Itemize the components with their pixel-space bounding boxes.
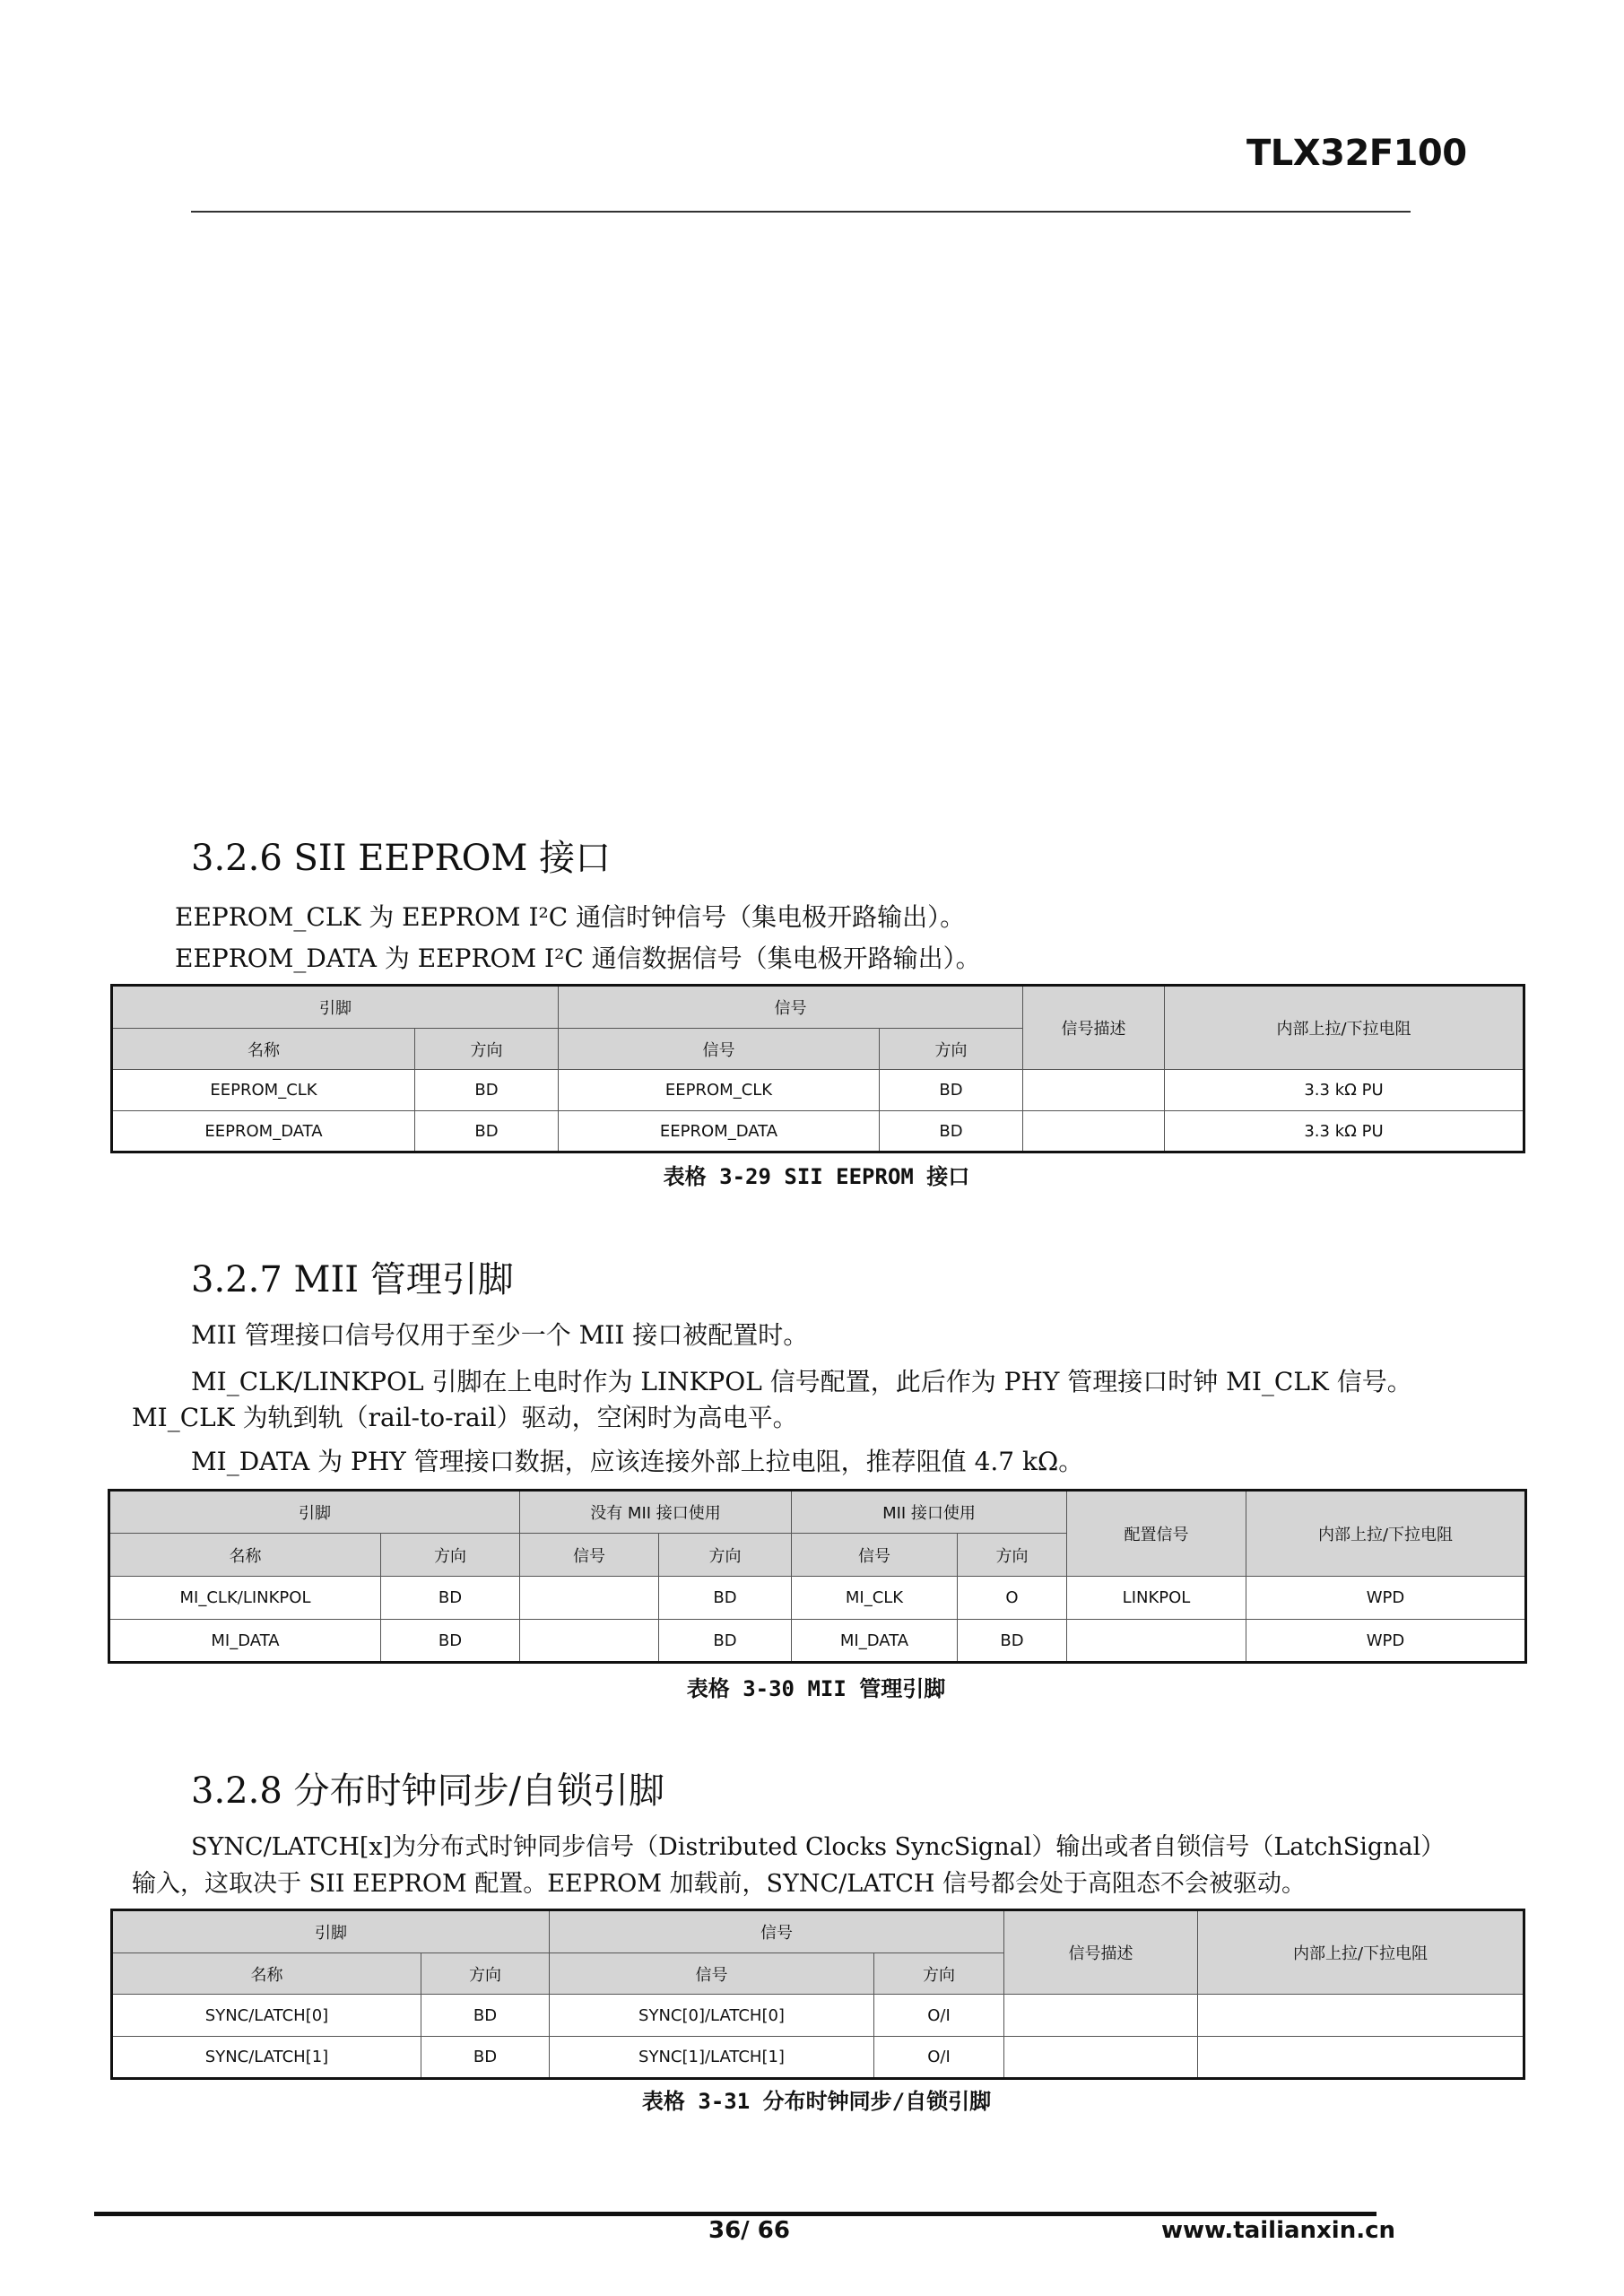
header-pull: 内部上拉/下拉电阻 xyxy=(1165,986,1524,1070)
header-mii: MII 接口使用 xyxy=(792,1491,1067,1534)
cell-pull xyxy=(1198,1995,1524,2037)
section-title-326: 3.2.6 SII EEPROM 接口 xyxy=(191,838,612,879)
cell-sigdir: BD xyxy=(880,1070,1023,1111)
cell-name: SYNC/LATCH[0] xyxy=(112,1995,421,2037)
cell-dir: BD xyxy=(421,1995,550,2037)
table-row xyxy=(112,2037,1524,2079)
cell-signal: EEPROM_DATA xyxy=(559,1111,880,1152)
cell-sigdir: O/I xyxy=(874,1995,1004,2037)
caption-3-30: 表格 3-30 MII 管理引脚 xyxy=(686,1676,946,1701)
cell-dir: BD xyxy=(381,1577,520,1620)
cell-dir1: BD xyxy=(659,1577,792,1620)
page-number: 36/ 66 xyxy=(708,2217,790,2244)
mi-data-line: MI_DATA 为 PHY 管理接口数据，应该连接外部上拉电阻，推荐阻值 4.7 kΩ。 xyxy=(191,1447,1084,1476)
cell-pull: WPD xyxy=(1246,1620,1526,1663)
eeprom-table xyxy=(110,984,1525,1153)
cell-sig1 xyxy=(520,1577,659,1620)
cell-desc xyxy=(1023,1070,1165,1111)
cell-dir: BD xyxy=(381,1620,520,1663)
header-pull: 内部上拉/下拉电阻 xyxy=(1198,1910,1524,1995)
mi-clk-line: MI_CLK/LINKPOL 引脚在上电时作为 LINKPOL 信号配置，此后作为 PHY 管理接口时钟 MI_CLK 信号。 xyxy=(191,1367,1412,1396)
cell-dir1: BD xyxy=(659,1620,792,1663)
caption-3-31: 表格 3-31 分布时钟同步/自锁引脚 xyxy=(641,2089,992,2114)
header-name: 名称 xyxy=(109,1534,381,1577)
cell-dir2: O xyxy=(958,1577,1067,1620)
cell-sigdir: BD xyxy=(880,1111,1023,1152)
header-sig: 信号 xyxy=(550,1953,874,1995)
header-sig1: 信号 xyxy=(520,1534,659,1577)
cell-pull: 3.3 kΩ PU xyxy=(1165,1111,1524,1152)
caption-3-29: 表格 3-29 SII EEPROM 接口 xyxy=(663,1164,970,1189)
brand-logo: TLX32F100 xyxy=(1246,133,1467,174)
header-no-mii: 没有 MII 接口使用 xyxy=(520,1491,792,1534)
header-signal: 信号 xyxy=(550,1910,1004,1953)
header-desc: 信号描述 xyxy=(1004,1910,1198,1995)
header-sigdir: 方向 xyxy=(874,1953,1004,1995)
cell-dir: BD xyxy=(421,2037,550,2079)
table-row xyxy=(109,1577,1526,1620)
sync-latch-line: SYNC/LATCH[x]为分布式时钟同步信号（Distributed Clocks SyncSignal）输出或者自锁信号（LatchSignal） xyxy=(191,1833,1446,1861)
sync-latch-table xyxy=(110,1909,1525,2080)
header-pin: 引脚 xyxy=(112,986,559,1029)
website-url: www.tailianxin.cn xyxy=(1161,2217,1396,2244)
header-name: 名称 xyxy=(112,1029,415,1070)
eeprom-clk-line: EEPROM_CLK 为 EEPROM I²C 通信时钟信号（集电极开路输出）。 xyxy=(175,902,966,932)
cell-sig2: MI_CLK xyxy=(792,1577,958,1620)
cell-cfg xyxy=(1067,1620,1246,1663)
table-row xyxy=(112,1070,1524,1111)
header-sig: 信号 xyxy=(559,1029,880,1070)
header-pull: 内部上拉/下拉电阻 xyxy=(1246,1491,1526,1577)
cell-desc xyxy=(1004,1995,1198,2037)
table-row xyxy=(109,1620,1526,1663)
cell-cfg: LINKPOL xyxy=(1067,1577,1246,1620)
cell-pull: 3.3 kΩ PU xyxy=(1165,1070,1524,1111)
mii-table xyxy=(108,1489,1527,1664)
table-row xyxy=(112,1995,1524,2037)
header-desc: 信号描述 xyxy=(1023,986,1165,1070)
header-sig2: 信号 xyxy=(792,1534,958,1577)
cell-pull: WPD xyxy=(1246,1577,1526,1620)
header-dir: 方向 xyxy=(415,1029,559,1070)
header-rule xyxy=(191,211,1411,213)
cell-signal: SYNC[1]/LATCH[1] xyxy=(550,2037,874,2079)
cell-dir: BD xyxy=(415,1111,559,1152)
cell-name: SYNC/LATCH[1] xyxy=(112,2037,421,2079)
header-sigdir: 方向 xyxy=(880,1029,1023,1070)
header-dir2: 方向 xyxy=(958,1534,1067,1577)
cell-dir2: BD xyxy=(958,1620,1067,1663)
section-title-327: 3.2.7 MII 管理引脚 xyxy=(191,1259,514,1300)
cell-name: EEPROM_DATA xyxy=(112,1111,415,1152)
header-dir: 方向 xyxy=(421,1953,550,1995)
cell-name: MI_CLK/LINKPOL xyxy=(109,1577,381,1620)
cell-desc xyxy=(1004,2037,1198,2079)
header-name: 名称 xyxy=(112,1953,421,1995)
eeprom-data-line: EEPROM_DATA 为 EEPROM I²C 通信数据信号（集电极开路输出）。 xyxy=(175,944,981,973)
cell-signal: SYNC[0]/LATCH[0] xyxy=(550,1995,874,2037)
cell-signal: EEPROM_CLK xyxy=(559,1070,880,1111)
table-row xyxy=(112,1111,1524,1152)
header-dir: 方向 xyxy=(381,1534,520,1577)
footer-rule xyxy=(94,2212,1376,2216)
cell-sigdir: O/I xyxy=(874,2037,1004,2079)
section-title-328: 3.2.8 分布时钟同步/自锁引脚 xyxy=(191,1770,664,1812)
header-cfg: 配置信号 xyxy=(1067,1491,1246,1577)
cell-desc xyxy=(1023,1111,1165,1152)
cell-name: EEPROM_CLK xyxy=(112,1070,415,1111)
header-pin: 引脚 xyxy=(109,1491,520,1534)
header-signal: 信号 xyxy=(559,986,1023,1029)
mi-clk-line-cont: MI_CLK 为轨到轨（rail-to-rail）驱动，空闲时为高电平。 xyxy=(132,1403,798,1432)
header-dir1: 方向 xyxy=(659,1534,792,1577)
mii-intro-line: MII 管理接口信号仅用于至少一个 MII 接口被配置时。 xyxy=(191,1320,809,1350)
cell-sig1 xyxy=(520,1620,659,1663)
header-pin: 引脚 xyxy=(112,1910,550,1953)
sync-latch-line-cont: 输入，这取决于 SII EEPROM 配置。EEPROM 加载前，SYNC/LATCH 信号都会处于高阻态不会被驱动。 xyxy=(132,1870,1306,1898)
cell-pull xyxy=(1198,2037,1524,2079)
cell-name: MI_DATA xyxy=(109,1620,381,1663)
cell-dir: BD xyxy=(415,1070,559,1111)
cell-sig2: MI_DATA xyxy=(792,1620,958,1663)
